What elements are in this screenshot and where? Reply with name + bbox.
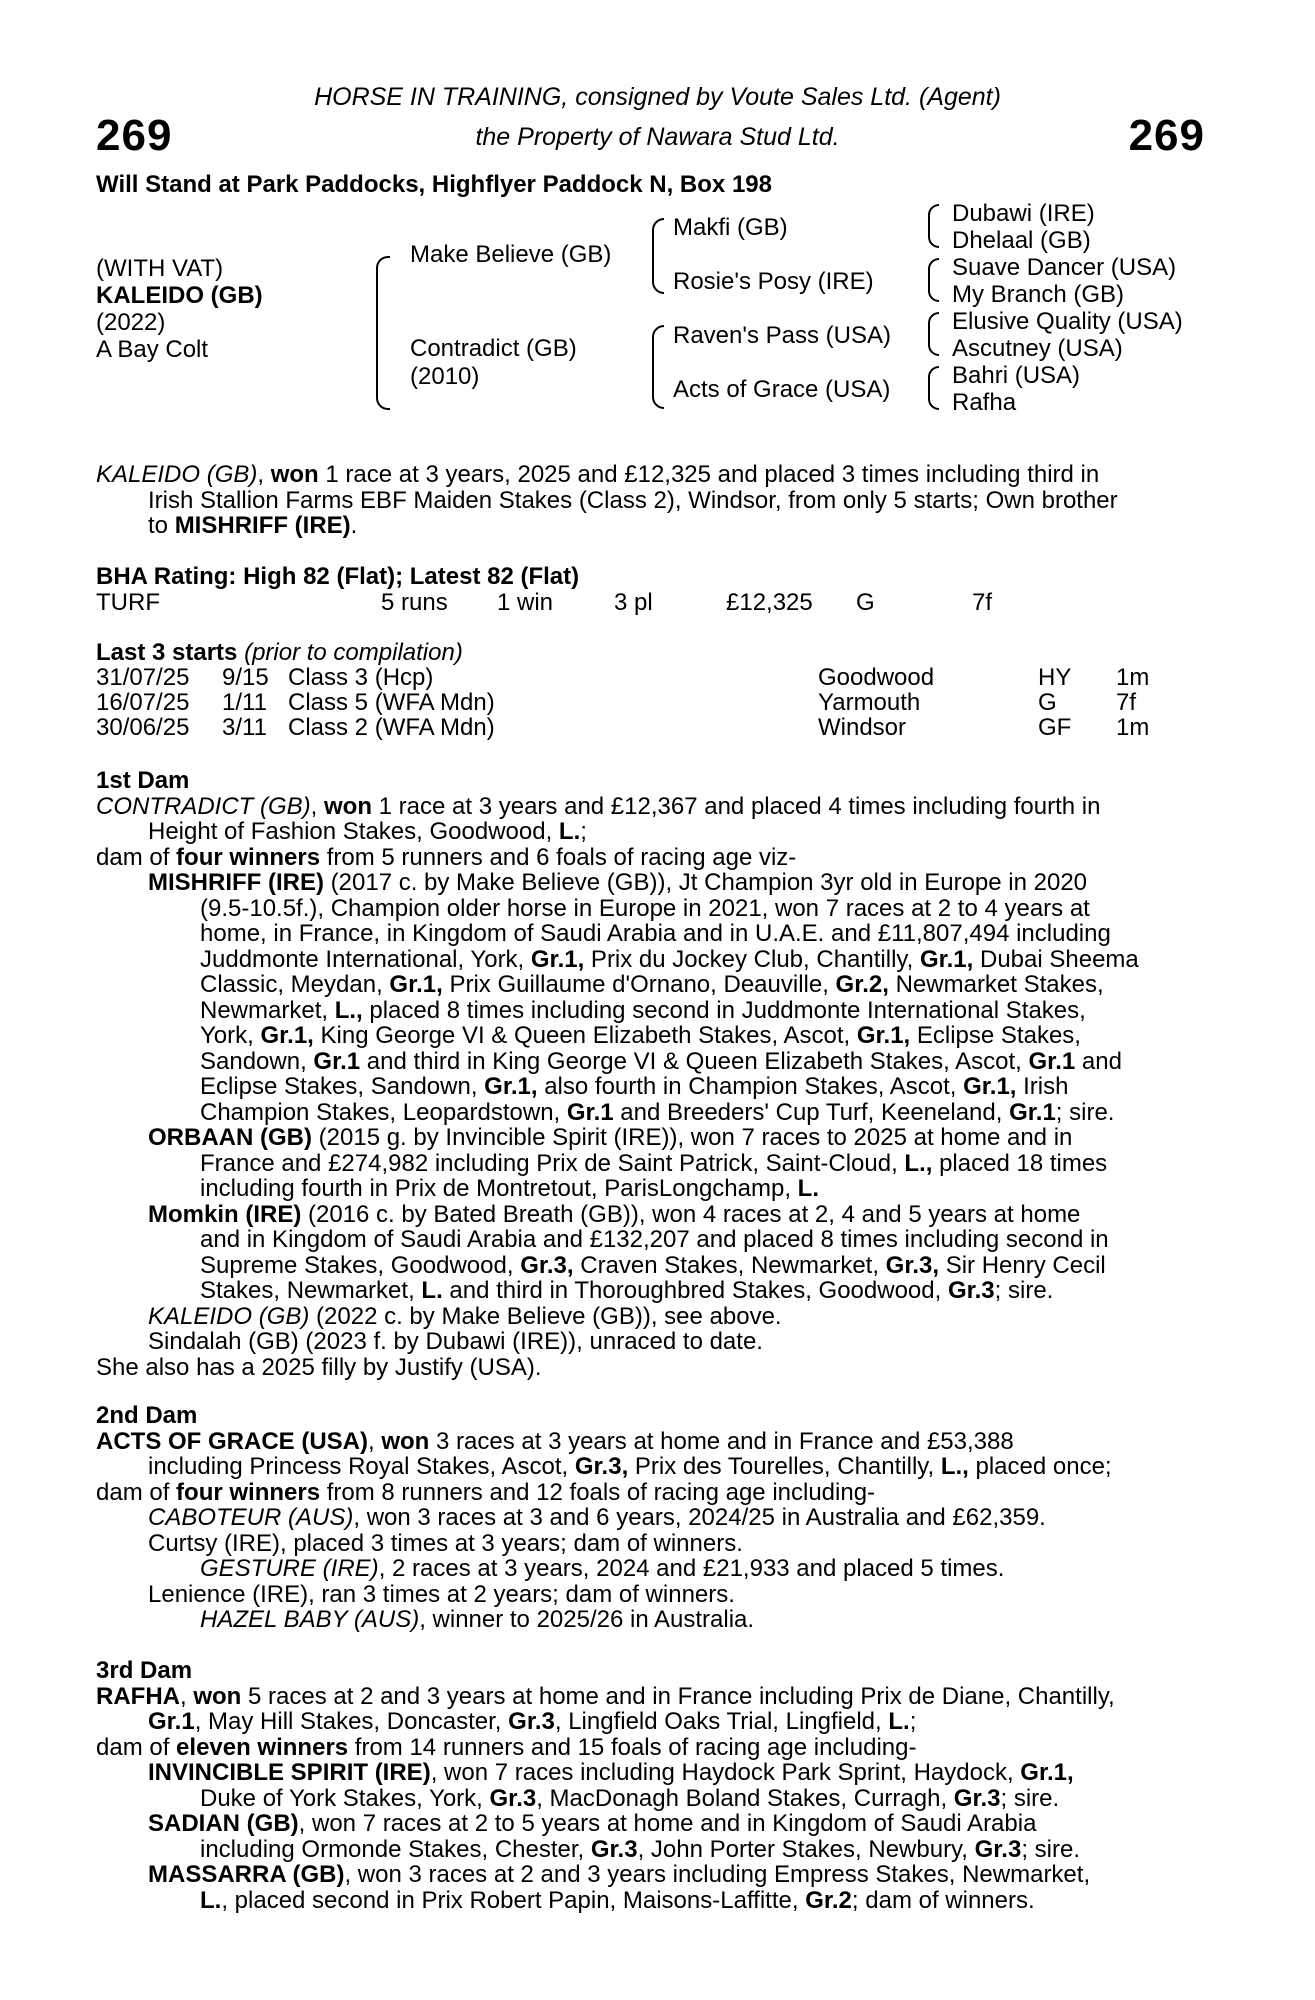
dam2-winners: four winners	[176, 1478, 321, 1506]
summary-line2: Irish Stallion Farms EBF Maiden Stakes (Class 2), Windsor, from only 5 starts; Own brother	[148, 486, 1118, 514]
pedigree-g6: Ascutney (USA)	[952, 335, 1123, 362]
kaleido-name: KALEIDO (GB)	[148, 1302, 310, 1330]
summary-block: KALEIDO (GB), won 1 race at 3 years, 2025 and £12,325 and placed 3 times including third in Irish Stallion Farms EBF Maiden Stakes (Class 2), Windsor, from only 5 starts; Own brother to MISHRIFF (IRE).	[96, 462, 1206, 539]
invincible-spirit-name: INVINCIBLE SPIRIT (IRE)	[148, 1759, 431, 1786]
sindalah-line: Sindalah (GB) (2023 f. by Dubawi (IRE)), unraced to date.	[148, 1328, 763, 1355]
caboteur-name: CABOTEUR (AUS)	[148, 1504, 354, 1531]
pedigree-brace-2	[652, 218, 664, 294]
massarra-line1: , won 3 races at 2 and 3 years including Empress Stakes, Newmarket,	[344, 1861, 1091, 1888]
start-row-dist-1: 7f	[1116, 689, 1137, 716]
dam1-won: won	[324, 792, 372, 820]
property-line: the Property of Nawara Stud Ltd.	[475, 123, 840, 151]
sadian-line1: , won 7 races at 2 to 5 years at home and in Kingdom of Saudi Arabia	[298, 1810, 1037, 1837]
hazel-baby-line: , winner to 2025/26 in Australia.	[419, 1606, 755, 1633]
mishriff-line1: (2017 c. by Make Believe (GB)), Jt Champion 3yr old in Europe in 2020	[323, 869, 1088, 896]
horse-name: KALEIDO (GB)	[96, 282, 263, 309]
horse-year: (2022)	[96, 309, 166, 336]
momkin-name: Momkin (IRE)	[148, 1200, 302, 1228]
orbaan-line2: France and £274,982 including Prix de Saint Patrick, Saint-Cloud, L., placed 18 times	[200, 1149, 1108, 1177]
start-row-going-1: G	[1038, 689, 1057, 716]
pedigree-brace-4	[928, 204, 939, 248]
dam1-line1: 1 race at 3 years and £12,367 and placed 4 times including fourth in	[372, 792, 1101, 820]
dam3-title: 3rd Dam	[96, 1657, 193, 1684]
sire-dam: Rosie's Posy (IRE)	[673, 268, 874, 295]
start-row-dist-2: 1m	[1116, 714, 1150, 741]
sire: Make Believe (GB)	[410, 241, 612, 268]
dam1-name: CONTRADICT (GB)	[96, 792, 311, 820]
dam: Contradict (GB)	[410, 335, 577, 362]
dam1-section: 1st Dam CONTRADICT (GB), won 1 race at 3 years and £12,367 and placed 4 times including fourth in Height of Fashion Stakes, Goodwood, L.; dam of four winners from 5 runners and 6 foals of racing age viz- MISHRIFF (IRE) (2017 c. by Make Believe (GB)), Jt Champion 3yr old in Europe in 2020 (9.5-10.5f.), Champion older horse in Europe in 2021, won 7 races at 2 to 4 years at home, in France, in Kingdom of Saudi Arabia and in U.A.E. and £11,807,494 including Juddmonte International, York, Gr.1, Prix du Jockey Club, Chantilly, Gr.1, Dubai Sheema Classic, Meydan, Gr.1, Prix Guillaume d'Ornano, Deauville, Gr.2, Newmarket Stakes, Newmarket, L., placed 8 times including second in Juddmonte International Stakes, York, Gr.1, King George VI & Queen Elizabeth Stakes, Ascot, Gr.1, Eclipse Stakes, Sandown, Gr.1 and third in King George VI & Queen Elizabeth Stakes, Ascot, Gr.1 and Eclipse Stakes, Sandown, Gr.1, also fourth in Champion Stakes, Ascot, Gr.1, Irish Champion Stakes, Leopardstown, Gr.1 and Breeders' Cup Turf, Keeneland, Gr.1; sire. ORBAAN (GB) (2015 g. by Invincible Spirit (IRE)), won 7 races to 2025 at home and in France and £274,982 including Prix de Saint Patrick, Saint-Cloud, L., placed 18 times including fourth in Prix de Montretout, ParisLongchamp, L. Momkin (IRE) (2016 c. by Bated Breath (GB)), won 4 races at 2, 4 and 5 years at home and in Kingdom of Saudi Arabia and £132,207 and placed 8 times including second in Supreme Stakes, Goodwood, Gr.3, Craven Stakes, Newmarket, Gr.3, Sir Henry Cecil Stakes, Newmarket, L. and third in Thoroughbred Stakes, Goodwood, Gr.3; sire. KALEIDO (GB) (2022 c. by Make Believe (GB)), see above. Sindalah (GB) (2023 f. by Dubawi (IRE)), unraced to date. She also has a 2025 filly by Justify (USA).	[96, 768, 1206, 1380]
rating-placed: 3 pl	[614, 589, 653, 616]
mishriff-line10: Champion Stakes, Leopardstown, Gr.1 and Breeders' Cup Turf, Keeneland, Gr.1; sire.	[200, 1098, 1115, 1126]
mishriff-line8: Sandown, Gr.1 and third in King George VI & Queen Elizabeth Stakes, Ascot, Gr.1 and	[200, 1047, 1122, 1075]
mishriff-line7: York, Gr.1, King George VI & Queen Elizabeth Stakes, Ascot, Gr.1, Eclipse Stakes,	[200, 1022, 1081, 1049]
momkin-line2: and in Kingdom of Saudi Arabia and £132,207 and placed 8 times including second in	[200, 1226, 1109, 1253]
mishriff-line6: Newmarket, L., placed 8 times including second in Juddmonte International Stakes,	[200, 996, 1086, 1024]
pedigree-g4: My Branch (GB)	[952, 281, 1125, 308]
pedigree-brace-1	[376, 256, 390, 410]
dam2-title: 2nd Dam	[96, 1402, 198, 1429]
rating-title: BHA Rating: High 82 (Flat); Latest 82 (Flat)	[96, 563, 580, 590]
mishriff-line2: (9.5-10.5f.), Champion older horse in Europe in 2021, won 7 races at 2 to 4 years at	[200, 894, 1090, 922]
summary-won: won	[270, 461, 319, 488]
dam-sire: Raven's Pass (USA)	[673, 322, 891, 349]
summary-line3-post: .	[350, 512, 358, 539]
invincible-spirit-line1: , won 7 races including Haydock Park Sprint, Haydock,	[430, 1759, 1021, 1786]
horse-info	[96, 255, 263, 363]
dam2-line1: 3 races at 3 years at home and in France and £53,388	[429, 1427, 1014, 1455]
dam3-won: won	[193, 1682, 242, 1710]
start-row-pos-2: 3/11	[222, 714, 267, 741]
dam2-name: ACTS OF GRACE (USA)	[96, 1427, 368, 1455]
mishriff-line5: Classic, Meydan, Gr.1, Prix Guillaume d'Ornano, Deauville, Gr.2, Newmarket Stakes,	[200, 971, 1104, 998]
dam2-line3: from 8 runners and 12 foals of racing age including-	[320, 1478, 876, 1506]
vat-label: (WITH VAT)	[96, 255, 224, 282]
pedigree-brace-6	[928, 312, 939, 356]
rating-earnings: £12,325	[726, 589, 813, 616]
rating-going: G	[856, 589, 875, 616]
last-starts-title: Last 3 starts	[96, 639, 238, 666]
summary-horse-name: KALEIDO (GB)	[96, 461, 258, 488]
sadian-line2: including Ormonde Stakes, Chester, Gr.3, John Porter Stakes, Newbury, Gr.3; sire.	[200, 1835, 1080, 1863]
rating-wins: 1 win	[497, 589, 554, 616]
location-line: Will Stand at Park Paddocks, Highflyer Paddock N, Box 198	[96, 171, 772, 198]
dam3-name: RAFHA	[96, 1682, 180, 1710]
orbaan-line3: including fourth in Prix de Montretout, ParisLongchamp, L.	[200, 1175, 819, 1202]
massarra-name: MASSARRA (GB)	[148, 1861, 345, 1888]
momkin-line4: Stakes, Newmarket, L. and third in Thoroughbred Stakes, Goodwood, Gr.3; sire.	[200, 1277, 1054, 1304]
dam3-line1: 5 races at 2 and 3 years at home and in France including Prix de Diane, Chantilly,	[241, 1682, 1115, 1710]
curtsy-line: Curtsy (IRE), placed 3 times at 3 years; dam of winners.	[148, 1529, 743, 1557]
summary-line3-pre: to	[148, 512, 175, 539]
start-row-pos-0: 9/15	[222, 664, 269, 691]
dam1-line3-pre: dam of	[96, 843, 177, 871]
start-row-date-1: 16/07/25	[96, 689, 190, 716]
dam1-also: She also has a 2025 filly by Justify (USA).	[96, 1353, 542, 1381]
consignor-line: HORSE IN TRAINING, consigned by Voute Sales Ltd. (Agent)	[314, 83, 1001, 111]
lot-number-left: 269	[96, 111, 173, 160]
dam2-won: won	[381, 1427, 430, 1455]
gesture-line: , 2 races at 3 years, 2024 and £21,933 and placed 5 times.	[378, 1555, 1005, 1582]
dam3-line3: from 14 runners and 15 foals of racing age including-	[348, 1733, 917, 1761]
dam2-line2: including Princess Royal Stakes, Ascot, Gr.3, Prix des Tourelles, Chantilly, L., placed once;	[148, 1453, 1112, 1480]
horse-description: A Bay Colt	[96, 336, 209, 363]
pedigree-g1: Dubawi (IRE)	[952, 200, 1095, 227]
start-row-date-2: 30/06/25	[96, 714, 190, 741]
dam1-line3: from 5 runners and 6 foals of racing age viz-	[320, 843, 797, 871]
sadian-name: SADIAN (GB)	[148, 1810, 299, 1837]
dam1-line2-end: ;	[580, 818, 587, 845]
lenience-line: Lenience (IRE), ran 3 times at 2 years; dam of winners.	[148, 1580, 735, 1608]
dam3-line2: Gr.1, May Hill Stakes, Doncaster, Gr.3, Lingfield Oaks Trial, Lingfield, L.;	[148, 1708, 917, 1735]
lot-number-right: 269	[1128, 111, 1205, 160]
summary-brother: MISHRIFF (IRE)	[174, 512, 351, 539]
start-row-date-0: 31/07/25	[96, 664, 190, 691]
dam2-section: 2nd Dam ACTS OF GRACE (USA), won 3 races at 3 years at home and in France and £53,388 including Princess Royal Stakes, Ascot, Gr.3, Prix des Tourelles, Chantilly, L., placed once; dam of four winners from 8 runners and 12 foals of racing age including- CABOTEUR (AUS), won 3 races at 3 and 6 years, 2024/25 in Australia and £62,359. Curtsy (IRE), placed 3 times at 3 years; dam of winners. GESTURE (IRE), 2 races at 3 years, 2024 and £21,933 and placed 5 times. Lenience (IRE), ran 3 times at 2 years; dam of winners. HAZEL BABY (AUS), winner to 2025/26 in Australia.	[96, 1403, 1206, 1633]
dam1-title: 1st Dam	[96, 767, 190, 794]
rating-distance: 7f	[972, 589, 993, 616]
dam1-line2-grade: L.	[558, 818, 581, 845]
pedigree-g5: Elusive Quality (USA)	[952, 308, 1183, 335]
last-starts-subtitle: (prior to compilation)	[244, 639, 463, 666]
pedigree-g2: Dhelaal (GB)	[952, 227, 1091, 254]
pedigree-brace-5	[928, 258, 939, 302]
orbaan-line1: (2015 g. by Invincible Spirit (IRE)), won 7 races to 2025 at home and in	[311, 1124, 1073, 1151]
pedigree-brace-7	[928, 366, 939, 410]
start-row-dist-0: 1m	[1116, 664, 1150, 691]
start-row-race-2: Class 2 (WFA Mdn)	[288, 714, 495, 741]
start-row-going-0: HY	[1038, 664, 1072, 691]
pedigree-brace-3	[652, 325, 664, 409]
start-row-course-2: Windsor	[818, 714, 907, 741]
momkin-line1: (2016 c. by Bated Breath (GB)), won 4 races at 2, 4 and 5 years at home	[301, 1200, 1081, 1228]
pedigree-g8: Rafha	[952, 389, 1017, 416]
momkin-line3: Supreme Stakes, Goodwood, Gr.3, Craven Stakes, Newmarket, Gr.3, Sir Henry Cecil	[200, 1251, 1106, 1279]
start-row-course-0: Goodwood	[818, 664, 935, 691]
massarra-line2: L., placed second in Prix Robert Papin, Maisons-Laffitte, Gr.2; dam of winners.	[200, 1886, 1035, 1914]
start-row-pos-1: 1/11	[222, 689, 267, 716]
start-row-race-1: Class 5 (WFA Mdn)	[288, 689, 495, 716]
caboteur-line: , won 3 races at 3 and 6 years, 2024/25 in Australia and £62,359.	[353, 1504, 1046, 1531]
invincible-spirit-line2: Duke of York Stakes, York, Gr.3, MacDonagh Boland Stakes, Curragh, Gr.3; sire.	[200, 1784, 1060, 1812]
mishriff-line9: Eclipse Stakes, Sandown, Gr.1, also fourth in Champion Stakes, Ascot, Gr.1, Irish	[200, 1073, 1069, 1100]
dam3-section: 3rd Dam RAFHA, won 5 races at 2 and 3 years at home and in France including Prix de Diane, Chantilly, Gr.1, May Hill Stakes, Doncaster, Gr.3, Lingfield Oaks Trial, Lingfield, L.; dam of eleven winners from 14 runners and 15 foals of racing age including- INVINCIBLE SPIRIT (IRE), won 7 races including Haydock Park Sprint, Haydock, Gr.1, Duke of York Stakes, York, Gr.3, MacDonagh Boland Stakes, Curragh, Gr.3; sire. SADIAN (GB), won 7 races at 2 to 5 years at home and in Kingdom of Saudi Arabia including Ormonde Stakes, Chester, Gr.3, John Porter Stakes, Newbury, Gr.3; sire. MASSARRA (GB), won 3 races at 2 and 3 years including Empress Stakes, Newmarket, L., placed second in Prix Robert Papin, Maisons-Laffitte, Gr.2; dam of winners.	[96, 1658, 1206, 1913]
dam1-line2: Height of Fashion Stakes, Goodwood,	[148, 818, 559, 845]
rating-surface: TURF	[96, 589, 160, 616]
pedigree-g3: Suave Dancer (USA)	[952, 254, 1177, 281]
start-row-going-2: GF	[1038, 714, 1072, 741]
dam-year: (2010)	[410, 363, 480, 390]
orbaan-name: ORBAAN (GB)	[148, 1124, 312, 1151]
dam1-winners: four winners	[176, 843, 321, 871]
rating-runs: 5 runs	[381, 589, 448, 616]
last-starts-heading	[96, 640, 463, 666]
pedigree-g7: Bahri (USA)	[952, 362, 1081, 389]
gesture-name: GESTURE (IRE)	[200, 1555, 379, 1582]
mishriff-line4: Juddmonte International, York, Gr.1, Prix du Jockey Club, Chantilly, Gr.1, Dubai Sheema	[200, 945, 1139, 973]
start-row-race-0: Class 3 (Hcp)	[288, 664, 434, 691]
summary-line1: 1 race at 3 years, 2025 and £12,325 and placed 3 times including third in	[318, 461, 1100, 488]
mishriff-line3: home, in France, in Kingdom of Saudi Arabia and in U.A.E. and £11,807,494 including	[200, 920, 1111, 947]
dam-dam: Acts of Grace (USA)	[673, 376, 891, 403]
kaleido-line: (2022 c. by Make Believe (GB)), see above.	[309, 1302, 782, 1330]
mishriff-name: MISHRIFF (IRE)	[148, 869, 324, 896]
hazel-baby-name: HAZEL BABY (AUS)	[200, 1606, 420, 1633]
sire-sire: Makfi (GB)	[673, 214, 788, 241]
start-row-course-1: Yarmouth	[818, 689, 921, 716]
dam3-winners: eleven winners	[176, 1733, 349, 1761]
